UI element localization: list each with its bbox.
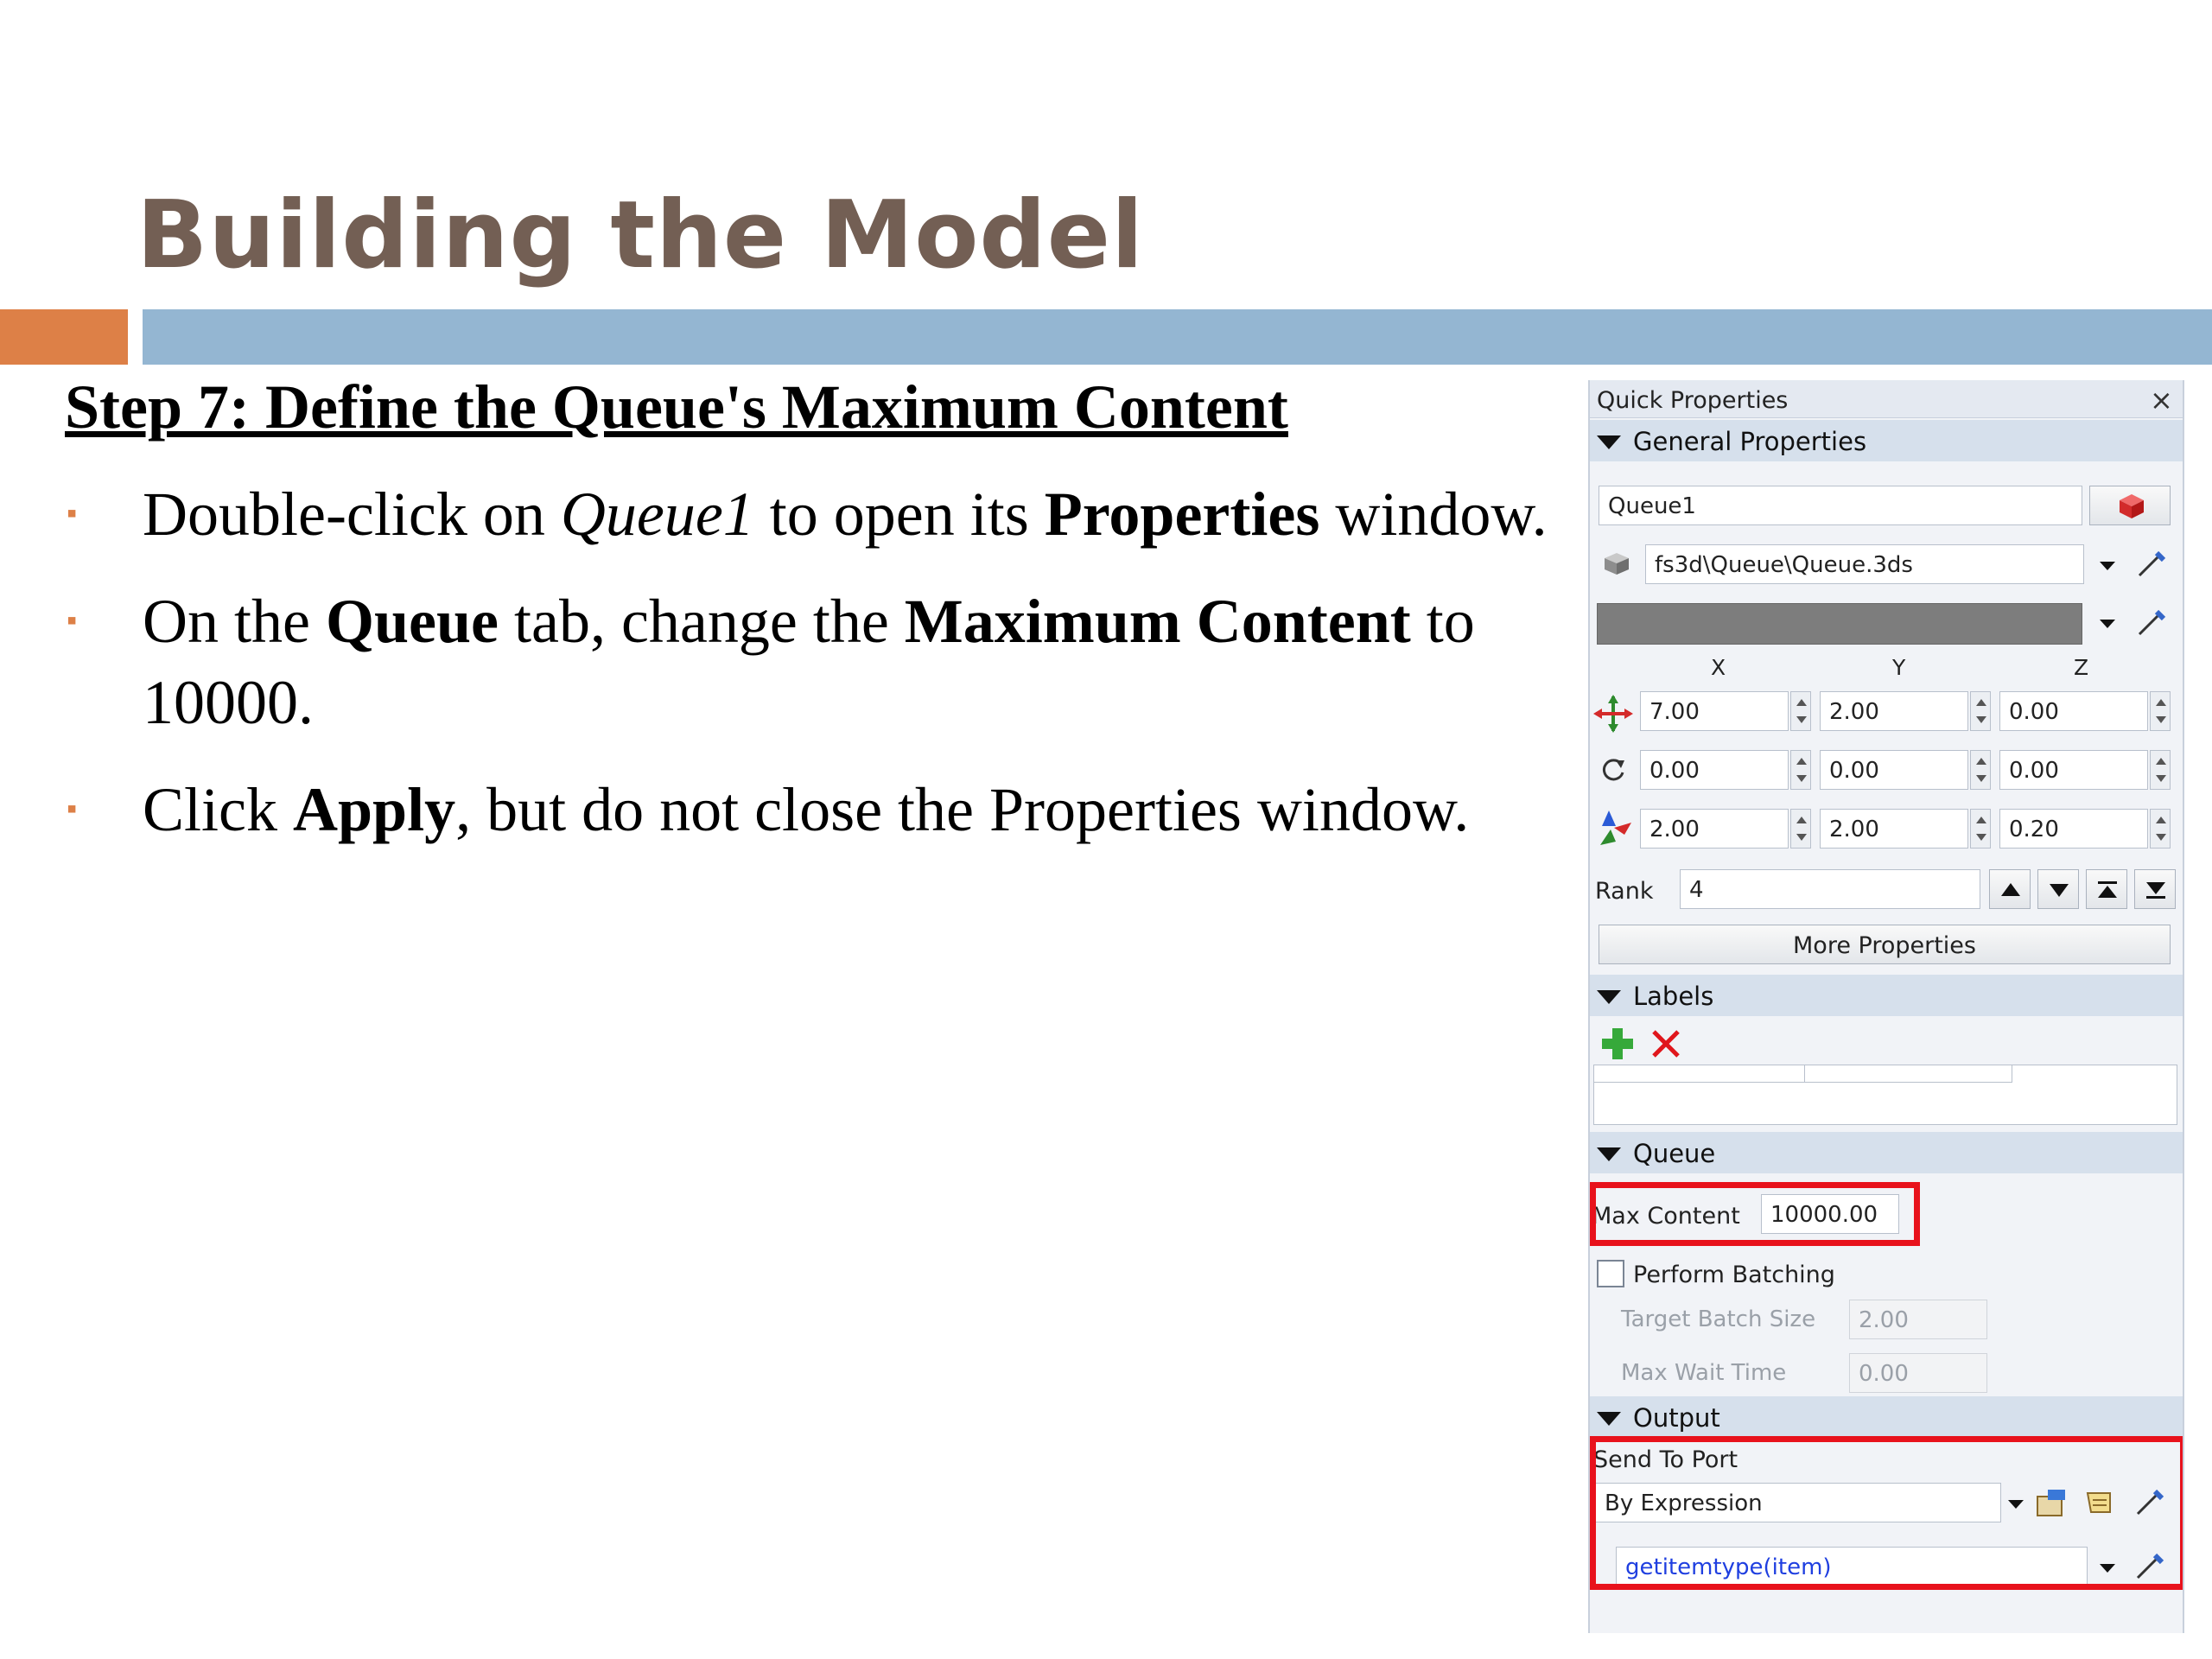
rank-down-button[interactable]	[2037, 869, 2079, 909]
size-y-spinner[interactable]	[1970, 809, 1991, 849]
rank-top-button[interactable]	[2086, 869, 2127, 909]
axis-x-label: X	[1711, 655, 1726, 680]
bullet-marker: ▪	[67, 793, 78, 825]
labels-header[interactable]	[1590, 975, 2184, 1016]
rank-bottom-button[interactable]	[2134, 869, 2176, 909]
collapse-triangle-icon	[1597, 1147, 1621, 1161]
object-color-button[interactable]	[2089, 486, 2171, 525]
object-name-field[interactable]: Queue1	[1599, 486, 2082, 525]
quick-properties-title: Quick Properties	[1597, 387, 1789, 414]
queue-section-label: Queue	[1633, 1139, 1716, 1168]
title-accent-bar-orange	[0, 309, 128, 365]
rotation-z-field[interactable]: 0.00	[1999, 750, 2148, 790]
collapse-triangle-icon	[1597, 1412, 1621, 1426]
size-y-field[interactable]: 2.00	[1820, 809, 1968, 849]
step-heading: Step 7: Define the Queue's Maximum Content	[65, 372, 1288, 442]
rotation-z-spinner[interactable]	[2150, 750, 2171, 790]
position-z-field[interactable]: 0.00	[1999, 691, 2148, 731]
rotation-y-spinner[interactable]	[1970, 750, 1991, 790]
send-to-port-dropdown[interactable]: By Expression	[1595, 1483, 2001, 1522]
more-properties-button[interactable]: More Properties	[1599, 925, 2171, 964]
max-content-label: Max Content	[1592, 1203, 1740, 1230]
position-x-field[interactable]: 7.00	[1640, 691, 1789, 731]
collapse-triangle-icon	[1597, 435, 1621, 449]
labels-table-column-header	[1594, 1065, 1805, 1083]
arrow-down-icon	[2048, 879, 2070, 901]
collapse-triangle-icon	[1597, 990, 1621, 1004]
size-z-spinner[interactable]	[2150, 809, 2171, 849]
shape-file-field[interactable]: fs3d\Queue\Queue.3ds	[1645, 544, 2084, 584]
rotate-icon	[1599, 755, 1628, 785]
max-wait-time-field[interactable]: 0.00	[1849, 1353, 1987, 1393]
size-x-field[interactable]: 2.00	[1640, 809, 1789, 849]
send-to-port-expression-field[interactable]: getitemtype(item)	[1616, 1547, 2088, 1586]
labels-table-column-header	[1805, 1065, 2012, 1083]
position-y-field[interactable]: 2.00	[1820, 691, 1968, 731]
rotation-y-field[interactable]: 0.00	[1820, 750, 1968, 790]
chevron-down-icon[interactable]	[2100, 562, 2115, 570]
rank-up-button[interactable]	[1989, 869, 2031, 909]
output-section-label: Output	[1633, 1403, 1720, 1433]
position-z-spinner[interactable]	[2150, 691, 2171, 731]
rotation-x-spinner[interactable]	[1790, 750, 1811, 790]
labels-section-label: Labels	[1633, 982, 1714, 1011]
bullet-text: Click Apply, but do not close the Properties window.	[143, 775, 1470, 844]
rotation-x-field[interactable]: 0.00	[1640, 750, 1789, 790]
output-header[interactable]	[1590, 1396, 2184, 1438]
bullet-marker: ▪	[67, 498, 78, 530]
general-properties-label: General Properties	[1633, 427, 1867, 456]
send-to-port-label: Send To Port	[1593, 1446, 1738, 1473]
cube-icon	[2116, 492, 2147, 521]
target-batch-size-field[interactable]: 2.00	[1849, 1300, 1987, 1339]
position-x-spinner[interactable]	[1790, 691, 1811, 731]
max-wait-time-label: Max Wait Time	[1621, 1360, 1787, 1386]
general-properties-header[interactable]	[1590, 420, 2184, 461]
eyedropper-icon[interactable]	[2134, 605, 2169, 639]
delete-label-icon[interactable]	[1647, 1025, 1685, 1063]
chevron-down-icon[interactable]	[2100, 620, 2115, 628]
max-content-field[interactable]: 10000.00	[1761, 1194, 1899, 1234]
bullet-text: On the Queue tab, change the Maximum Content to 10000.	[143, 587, 1475, 737]
rank-field[interactable]: 4	[1680, 869, 1980, 909]
perform-batching-label: Perform Batching	[1633, 1262, 1835, 1288]
position-y-spinner[interactable]	[1970, 691, 1991, 731]
move-to-top-icon	[2096, 879, 2119, 901]
axis-z-label: Z	[2074, 655, 2089, 680]
size-x-spinner[interactable]	[1790, 809, 1811, 849]
scale-icon	[1593, 809, 1633, 849]
queue-header[interactable]	[1590, 1132, 2184, 1173]
perform-batching-checkbox[interactable]	[1597, 1260, 1624, 1287]
shape-icon	[1602, 550, 1631, 577]
eyedropper-icon[interactable]	[2134, 546, 2169, 581]
labels-table[interactable]	[1593, 1065, 2177, 1125]
bullet-list	[65, 474, 1568, 876]
bullet-marker: ▪	[67, 605, 78, 637]
size-z-field[interactable]: 0.20	[1999, 809, 2148, 849]
color-swatch-bar[interactable]	[1597, 603, 2082, 645]
move-arrows-icon	[1592, 693, 1635, 734]
output-highlight	[1590, 1436, 2184, 1590]
bullet-item	[65, 474, 1568, 555]
move-to-bottom-icon	[2145, 879, 2167, 901]
max-content-highlight	[1590, 1182, 1920, 1246]
target-batch-size-label: Target Batch Size	[1621, 1306, 1816, 1332]
title-accent-bar-blue	[143, 309, 2212, 365]
quick-properties-panel	[1588, 380, 2184, 1633]
bullet-item	[65, 769, 1568, 850]
slide-title: Building the Model	[137, 181, 1144, 289]
bullet-item	[65, 581, 1568, 743]
axis-y-label: Y	[1892, 655, 1906, 680]
arrow-up-icon	[1999, 879, 2022, 901]
bullet-text: Double-click on Queue1 to open its Properties window.	[143, 480, 1548, 549]
rank-label: Rank	[1595, 878, 1654, 905]
add-label-icon[interactable]	[1599, 1025, 1637, 1063]
close-icon[interactable]: ×	[2150, 384, 2173, 416]
